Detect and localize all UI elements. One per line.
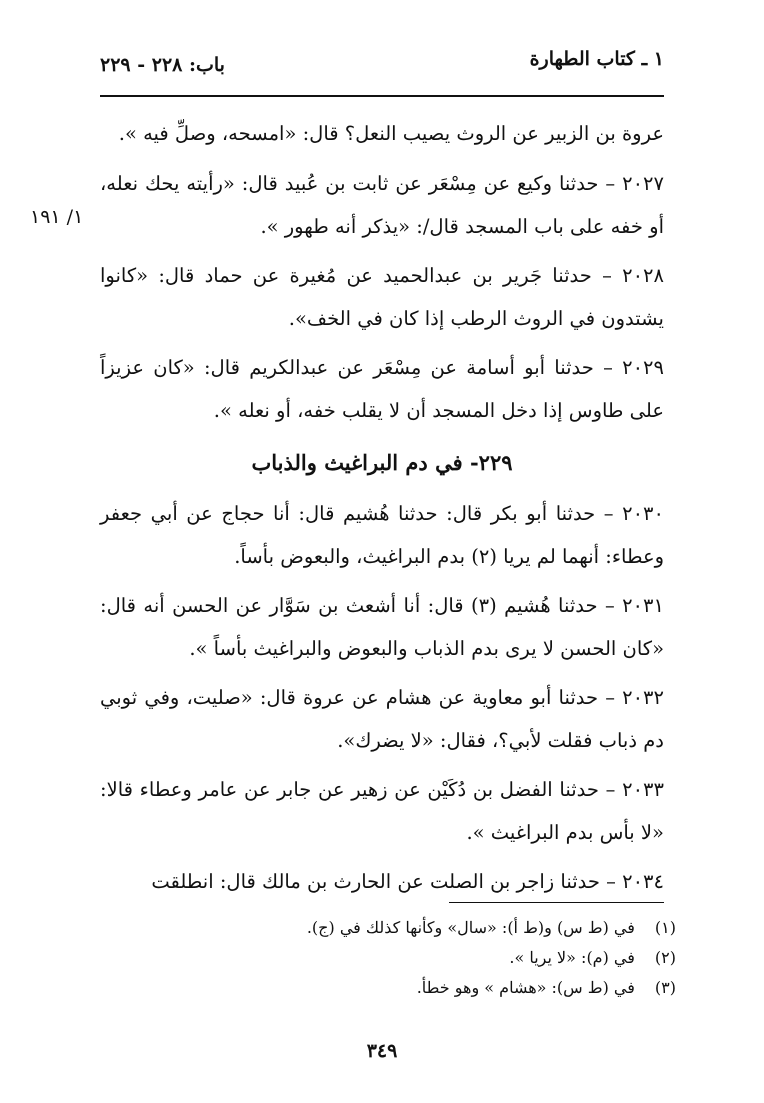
section-title: ٢٢٩- في دم البراغيث والذباب [251, 450, 513, 475]
main-text [100, 112, 664, 909]
paragraph: ٢٠٣٠ – حدثنا أبو بكر قال: حدثنا هُشيم قال: أنا حجاج عن أبي جعفر وعطاء: أنهما لم يريا (٢) بدم البراغيث، والبعوض بأساً. [100, 502, 664, 568]
footnote [100, 943, 676, 973]
paragraph: عروة بن الزبير عن الروث يصيب النعل؟ قال: «امسحه، وصلِّ فيه ». [118, 122, 664, 145]
paragraph: ٢٠٣٤ – حدثنا زاجر بن الصلت عن الحارث بن مالك قال: انطلقت [151, 870, 664, 893]
header-divider [100, 95, 664, 97]
footnote-mark: (٣) [654, 978, 676, 997]
paragraph: ٢٠٢٧ – حدثنا وكيع عن مِسْعَر عن ثابت بن عُبيد قال: «رأيته يحك نعله، أو خفه على باب المسجد قال/: «يذكر أنه طهور ». [100, 172, 664, 238]
chapter-title: ١ ـ كتاب الطهارة [529, 48, 664, 70]
running-header [100, 40, 664, 90]
paragraph: ٢٠٣٣ – حدثنا الفضل بن دُكَيْن عن زهير عن جابر عن عامر وعطاء قالا: «لا بأس بدم البراغيث ». [100, 778, 664, 844]
footnote-text: في (ط س): «هشام » وهو خطأ. [416, 978, 635, 997]
margin-reference: ١/ ١٩١ [30, 206, 84, 228]
paragraph: ٢٠٢٨ – حدثنا جَرير بن عبدالحميد عن مُغيرة عن حماد قال: «كانوا يشتدون في الروث الرطب إذا كان في الخف». [100, 264, 664, 330]
footnote [100, 973, 676, 1003]
footnote-mark: (١) [654, 918, 676, 937]
page-number: ٣٤٩ [366, 1040, 398, 1062]
paragraph: ٢٠٣١ – حدثنا هُشيم (٣) قال: أنا أشعث بن سَوَّار عن الحسن أنه قال: «كان الحسن لا يرى بدم الذباب والبعوض والبراغيث بأساً ». [100, 594, 664, 660]
footnote [100, 913, 676, 943]
footnote-divider [449, 902, 664, 903]
paragraph: ٢٠٣٢ – حدثنا أبو معاوية عن هشام عن عروة قال: «صليت، وفي ثوبي دم ذباب فقلت لأبي؟، فقال: «لا يضرك». [100, 686, 664, 752]
footnote-text: في (م): «لا يريا ». [509, 948, 635, 967]
footnote-text: في (ط س) و(ط أ): «سال» وكأنها كذلك في (ج). [306, 918, 635, 937]
chapters-range: باب: ٢٢٨ - ٢٢٩ [100, 54, 225, 76]
footnotes [100, 913, 676, 1003]
paragraph: ٢٠٢٩ – حدثنا أبو أسامة عن مِسْعَر عن عبدالكريم قال: «كان عزيزاً على طاوس إذا دخل المسجد أن لا يقلب خفه، أو نعله ». [100, 356, 664, 422]
footnote-mark: (٢) [654, 948, 676, 967]
